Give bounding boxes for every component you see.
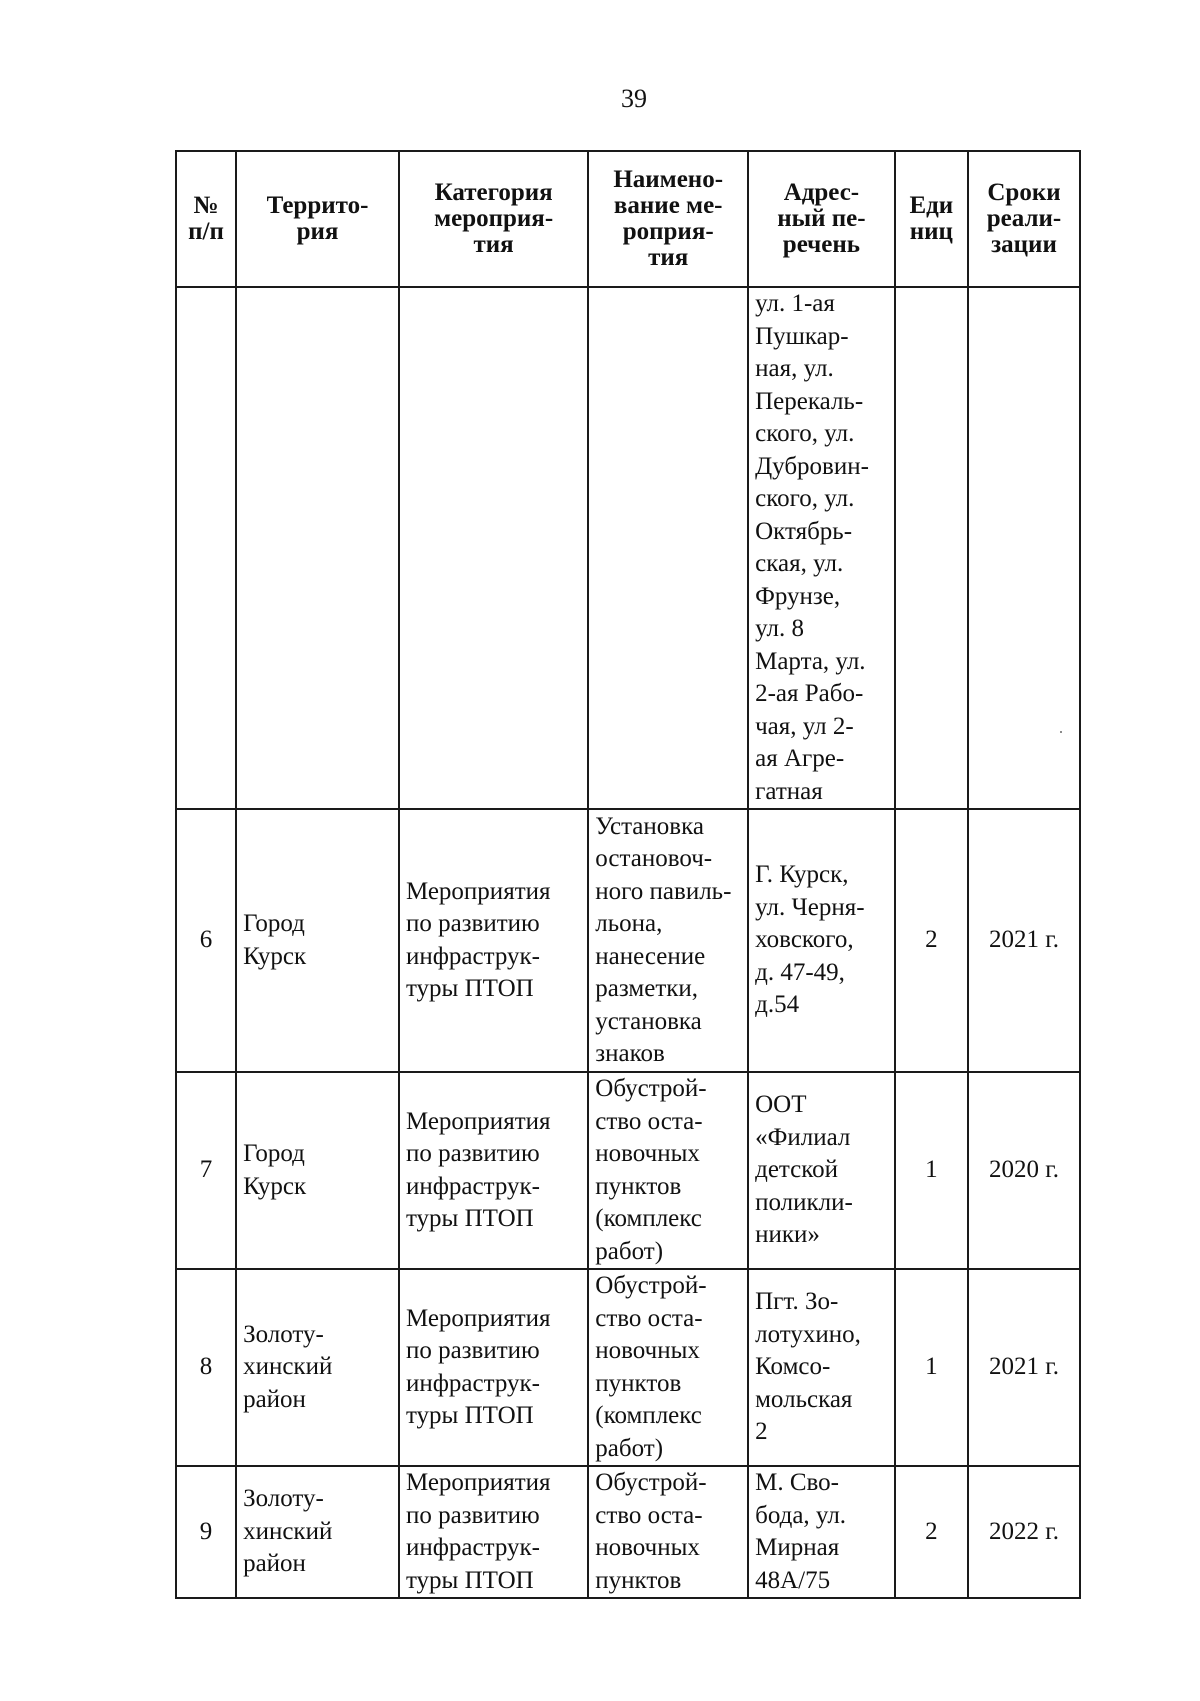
cell-measure-name: Установка остановоч- ного павиль- льона, нанесение разметки, установка знаков — [588, 809, 748, 1072]
cell-category: Мероприятия по развитию инфраструк- туры ПТОП — [399, 1269, 588, 1466]
table-row — [176, 1072, 1080, 1269]
cell-units — [895, 287, 968, 809]
cell-address: Г. Курск, ул. Черня- ховского, д. 47-49, д.54 — [748, 809, 895, 1072]
cell-term: 2022 г. — [968, 1466, 1080, 1598]
header-units: Еди ниц — [895, 151, 968, 287]
cell-number: 6 — [176, 809, 236, 1072]
cell-territory: Золоту- хинский район — [236, 1466, 399, 1598]
cell-term: 2020 г. — [968, 1072, 1080, 1269]
measures-table — [175, 150, 1081, 1599]
cell-category: Мероприятия по развитию инфраструк- туры ПТОП — [399, 809, 588, 1072]
header-territory: Террито- рия — [236, 151, 399, 287]
cell-address: ул. 1-ая Пушкар- ная, ул. Перекаль- ского, ул. Дубровин- ского, ул. Октябрь- ская, ул. Фрунзе, ул. 8 Марта, ул. 2-ая Рабо- чая, ул 2- ая Агре- гатная — [748, 287, 895, 809]
cell-measure-name: Обустрой- ство оста- новочных пунктов (комплекс работ) — [588, 1269, 748, 1466]
cell-number: 7 — [176, 1072, 236, 1269]
header-term: Сроки реали- зации — [968, 151, 1080, 287]
header-category: Категория мероприя- тия — [399, 151, 588, 287]
cell-category: Мероприятия по развитию инфраструк- туры ПТОП — [399, 1466, 588, 1598]
cell-term: 2021 г. — [968, 809, 1080, 1072]
cell-units: 2 — [895, 1466, 968, 1598]
table-row — [176, 809, 1080, 1072]
header-measure-name: Наимено- вание ме- роприя- тия — [588, 151, 748, 287]
cell-address: Пгт. Зо- лотухино, Комсо- мольская 2 — [748, 1269, 895, 1466]
cell-territory: Золоту- хинский район — [236, 1269, 399, 1466]
table-row — [176, 287, 1080, 809]
page-number: 39 — [621, 84, 647, 113]
table-header-row — [176, 151, 1080, 287]
cell-category — [399, 287, 588, 809]
cell-units: 1 — [895, 1072, 968, 1269]
scan-speck — [1060, 731, 1062, 733]
cell-number: 8 — [176, 1269, 236, 1466]
cell-territory: Город Курск — [236, 1072, 399, 1269]
header-address-list: Адрес- ный пе- речень — [748, 151, 895, 287]
table-row — [176, 1466, 1080, 1598]
cell-category: Мероприятия по развитию инфраструк- туры ПТОП — [399, 1072, 588, 1269]
header-number: № п/п — [176, 151, 236, 287]
cell-territory — [236, 287, 399, 809]
cell-address: ООТ «Филиал детской поликли- ники» — [748, 1072, 895, 1269]
cell-measure-name: Обустрой- ство оста- новочных пунктов — [588, 1466, 748, 1598]
cell-units: 2 — [895, 809, 968, 1072]
cell-number: 9 — [176, 1466, 236, 1598]
cell-measure-name — [588, 287, 748, 809]
cell-term — [968, 287, 1080, 809]
cell-number — [176, 287, 236, 809]
cell-measure-name: Обустрой- ство оста- новочных пунктов (комплекс работ) — [588, 1072, 748, 1269]
cell-address: М. Сво- бода, ул. Мирная 48А/75 — [748, 1466, 895, 1598]
cell-units: 1 — [895, 1269, 968, 1466]
cell-territory: Город Курск — [236, 809, 399, 1072]
cell-term: 2021 г. — [968, 1269, 1080, 1466]
table-row — [176, 1269, 1080, 1466]
